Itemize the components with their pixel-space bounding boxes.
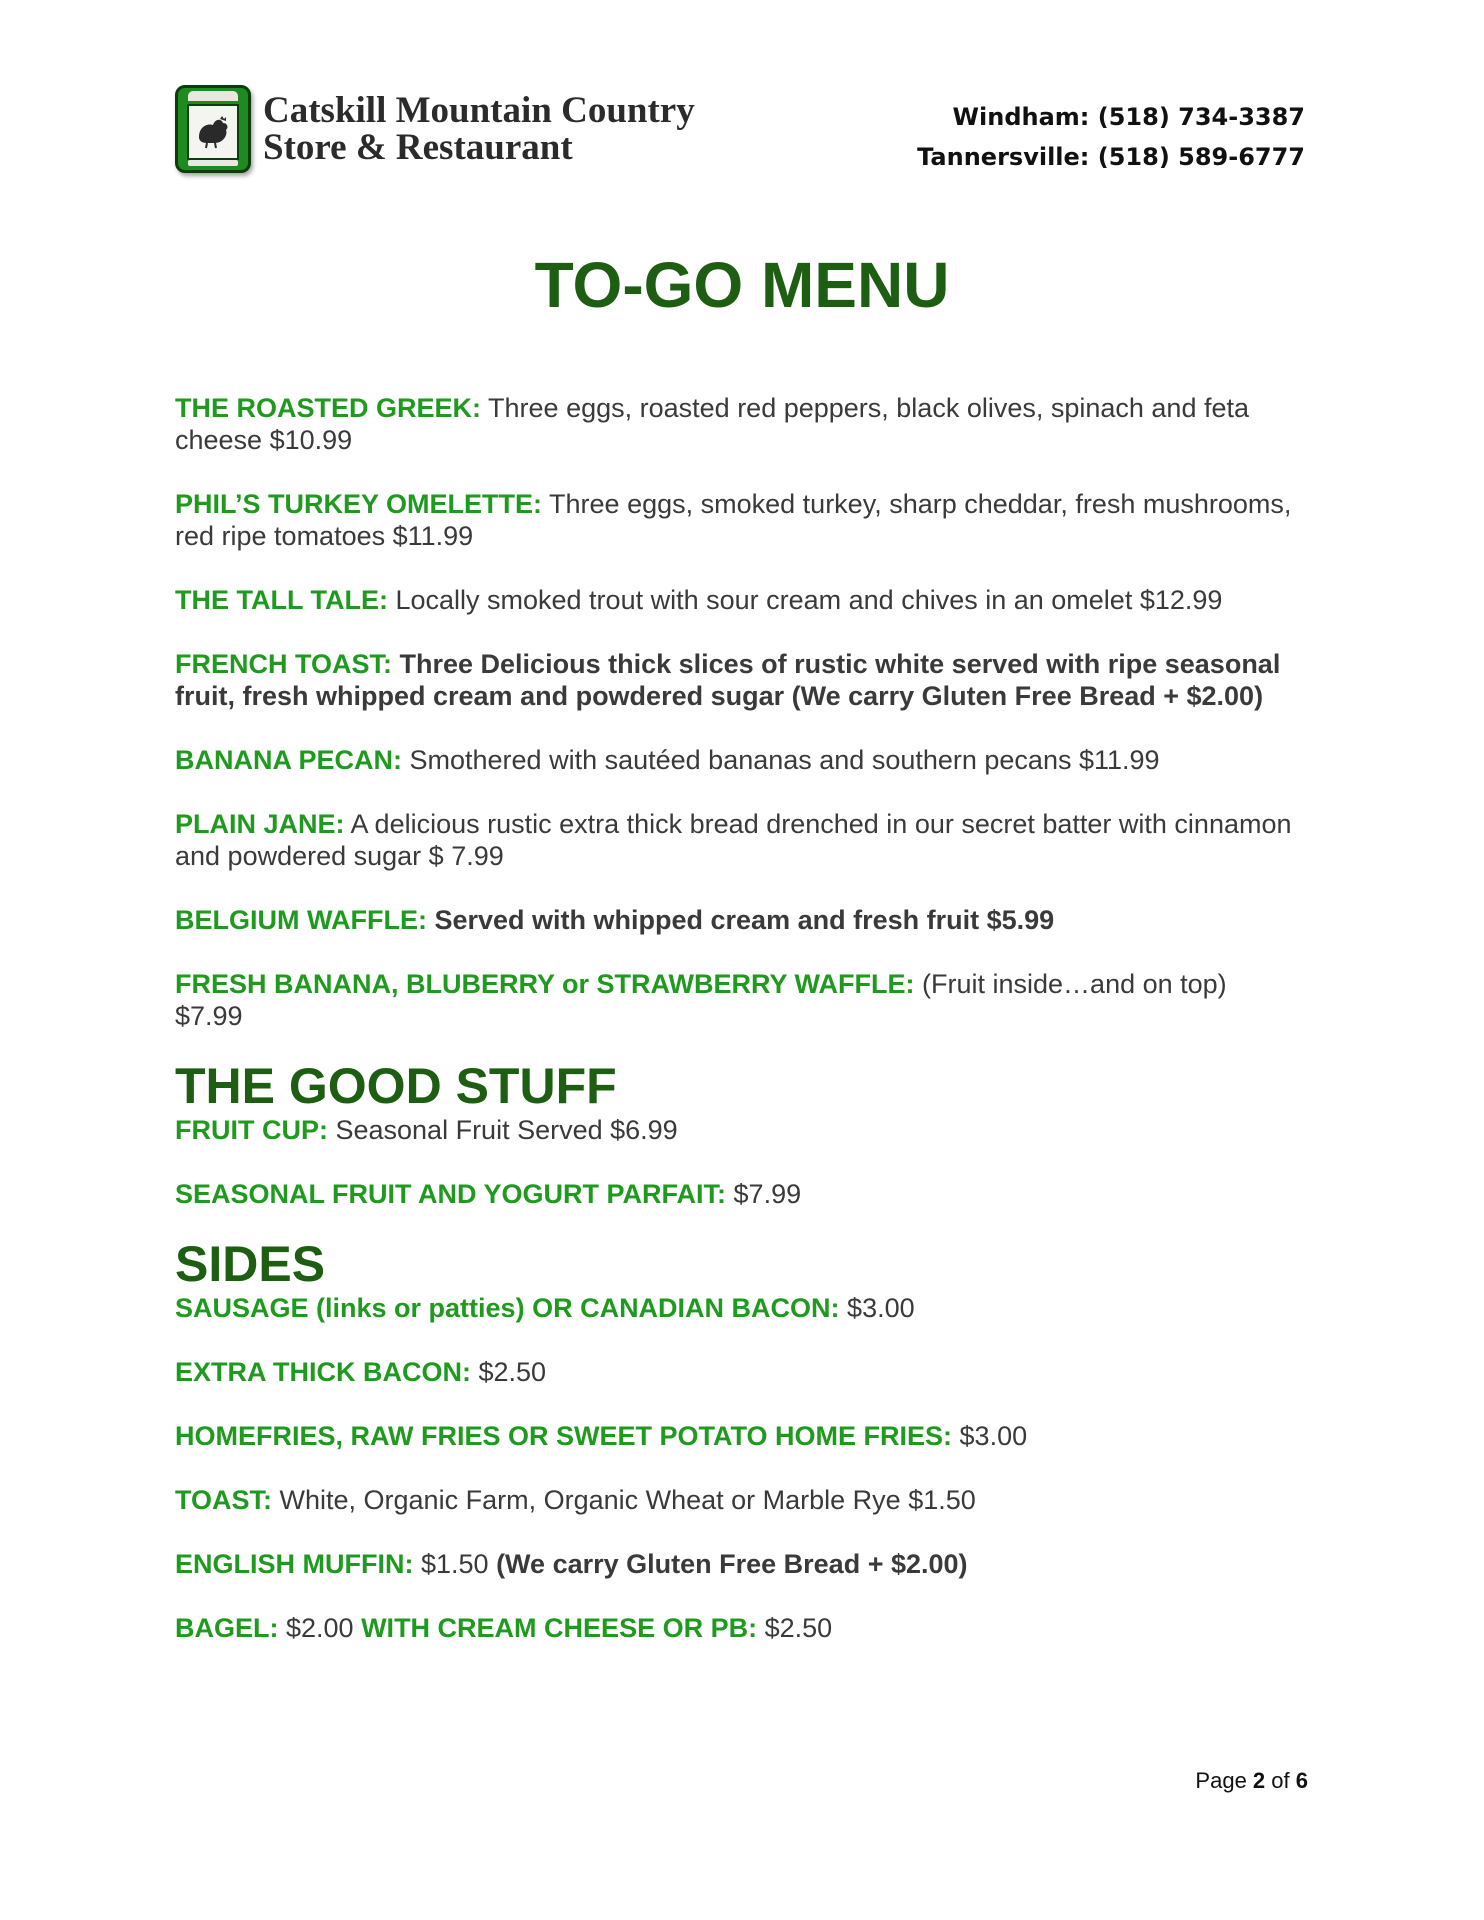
page-of-label: of xyxy=(1265,1768,1296,1793)
menu-item xyxy=(175,1484,1295,1516)
phone-tannersville: Tannersville: (518) 589-6777 xyxy=(917,143,1305,171)
item-note: (We carry Gluten Free Bread + $2.00) xyxy=(496,1549,968,1579)
rooster-icon xyxy=(193,115,233,149)
item-description: Served with whipped cream and fresh fruit $5.99 xyxy=(426,905,1055,935)
item-description: White, Organic Farm, Organic Wheat or Marble Rye $1.50 xyxy=(272,1485,976,1515)
item-name: THE ROASTED GREEK: xyxy=(175,393,482,423)
menu-item xyxy=(175,744,1295,776)
item-name: FRUIT CUP: xyxy=(175,1115,328,1145)
item-name-addon: WITH CREAM CHEESE OR PB: xyxy=(361,1613,758,1643)
item-description: $2.00 xyxy=(278,1613,362,1643)
item-description: Three eggs, smoked turkey, sharp cheddar, fresh mushrooms, red ripe tomatoes $11.99 xyxy=(175,489,1292,551)
item-name: FRENCH TOAST: xyxy=(175,649,393,679)
item-name: SAUSAGE (links or patties) OR CANADIAN BACON: xyxy=(175,1293,840,1323)
item-description: $3.00 xyxy=(952,1421,1028,1451)
menu-item xyxy=(175,904,1295,936)
page-title: TO-GO MENU xyxy=(534,249,950,321)
item-description: Three eggs, roasted red peppers, black olives, spinach and feta cheese $10.99 xyxy=(175,393,1250,455)
menu-item xyxy=(175,1114,1295,1146)
item-description: Three Delicious thick slices of rustic white served with ripe seasonal fruit, fresh whipped cream and powdered sugar (We carry Gluten Free Bread + $2.00) xyxy=(175,649,1281,711)
menu-item xyxy=(175,584,1295,616)
item-description: (Fruit inside…and on top) $7.99 xyxy=(175,969,1227,1031)
page-total: 6 xyxy=(1295,1768,1308,1793)
menu-item xyxy=(175,1356,1295,1388)
item-description: $7.99 xyxy=(726,1179,802,1209)
item-name: BANANA PECAN: xyxy=(175,745,402,775)
logo-line-1: Catskill Mountain Country xyxy=(263,90,695,131)
menu-item xyxy=(175,808,1295,872)
store-logo xyxy=(175,85,695,173)
menu-item xyxy=(175,1548,1295,1580)
page-label: Page xyxy=(1195,1768,1253,1793)
menu-item xyxy=(175,1178,1295,1210)
item-name: HOMEFRIES, RAW FRIES OR SWEET POTATO HOME FRIES: xyxy=(175,1421,953,1451)
item-name: PHIL’S TURKEY OMELETTE: xyxy=(175,489,543,519)
menu-item xyxy=(175,488,1295,552)
menu-item xyxy=(175,392,1295,456)
item-name: THE TALL TALE: xyxy=(175,585,388,615)
contact-phones xyxy=(917,97,1305,177)
item-description: Smothered with sautéed bananas and southern pecans $11.99 xyxy=(402,745,1160,775)
item-name: EXTRA THICK BACON: xyxy=(175,1357,471,1387)
section-heading-good-stuff: THE GOOD STUFF xyxy=(175,1058,617,1114)
menu-content xyxy=(175,392,1295,1676)
item-name: BAGEL: xyxy=(175,1613,279,1643)
item-name: PLAIN JANE: xyxy=(175,809,345,839)
item-name: BELGIUM WAFFLE: xyxy=(175,905,427,935)
page-number: 2 xyxy=(1252,1768,1266,1793)
page-footer xyxy=(1195,1768,1308,1794)
section-heading-sides: SIDES xyxy=(175,1236,326,1292)
menu-item xyxy=(175,1292,1295,1324)
item-name: TOAST: xyxy=(175,1485,273,1515)
item-description-addon: $2.50 xyxy=(757,1613,833,1643)
item-name: FRESH BANANA, BLUBERRY or STRAWBERRY WAFFLE: xyxy=(175,969,915,999)
item-description: Seasonal Fruit Served $6.99 xyxy=(327,1115,678,1145)
logo-line-2: Store & Restaurant xyxy=(263,127,573,168)
item-name: SEASONAL FRUIT AND YOGURT PARFAIT: xyxy=(175,1179,727,1209)
menu-item xyxy=(175,1420,1295,1452)
item-name: ENGLISH MUFFIN: xyxy=(175,1549,414,1579)
item-description: $1.50 xyxy=(413,1549,497,1579)
item-description: A delicious rustic extra thick bread drenched in our secret batter with cinnamon and powdered sugar $ 7.99 xyxy=(175,809,1292,871)
phone-windham: Windham: (518) 734-3387 xyxy=(952,103,1305,131)
menu-item xyxy=(175,1612,1295,1644)
menu-item xyxy=(175,648,1295,712)
store-badge-icon xyxy=(175,85,251,173)
page-header xyxy=(175,85,1305,185)
item-description: Locally smoked trout with sour cream and chives in an omelet $12.99 xyxy=(387,585,1223,615)
menu-item xyxy=(175,968,1295,1032)
item-description: $3.00 xyxy=(839,1293,915,1323)
item-description: $2.50 xyxy=(471,1357,547,1387)
